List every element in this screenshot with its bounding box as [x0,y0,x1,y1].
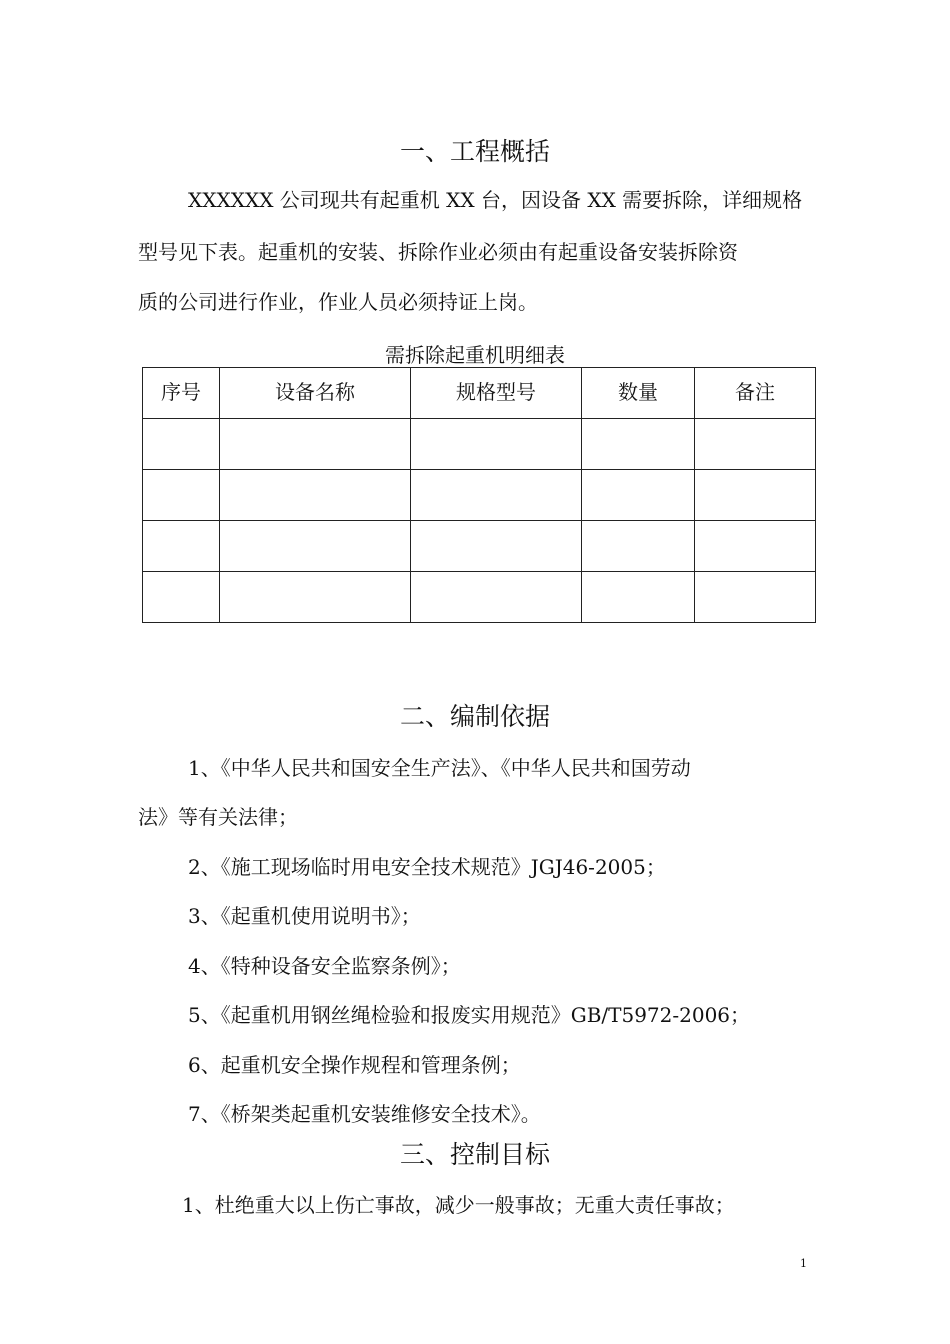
basis-item-7: 7、《桥架类起重机安装维修安全技术》。 [188,1102,541,1126]
table-cell [411,521,582,572]
table-cell [220,419,411,470]
table-cell [695,521,816,572]
table-cell [143,419,220,470]
table-cell [695,470,816,521]
table-row [143,470,816,521]
table-cell [411,572,582,623]
table-cell [411,470,582,521]
table-cell [582,521,695,572]
section1-paragraph-line-1: XXXXXX 公司现共有起重机 XX 台，因设备 XX 需要拆除，详细规格 [188,188,803,212]
header-serial-number: 序号 [143,368,220,419]
table-cell [582,572,695,623]
header-specification-model: 规格型号 [411,368,582,419]
basis-item-1-continued: 法》等有关法律； [138,805,298,829]
section1-paragraph-line-2: 型号见下表。起重机的安装、拆除作业必须由有起重设备安装拆除资 [138,240,738,264]
basis-item-1: 1、《中华人民共和国安全生产法》、《中华人民共和国劳动 [188,756,691,780]
table-cell [582,419,695,470]
section1-paragraph-line-3: 质的公司进行作业，作业人员必须持证上岗。 [138,290,538,314]
table-cell [220,470,411,521]
basis-item-6: 6、起重机安全操作规程和管理条例； [188,1053,521,1077]
table-cell [143,470,220,521]
table-cell [220,521,411,572]
table-row [143,572,816,623]
table-cell [695,419,816,470]
crane-detail-table [142,367,816,623]
basis-item-2: 2、《施工现场临时用电安全技术规范》JGJ46-2005； [188,855,666,879]
table-cell [411,419,582,470]
section1-heading: 一、工程概括 [399,137,550,166]
table-cell [143,572,220,623]
section2-heading: 二、编制依据 [399,702,550,731]
table-caption: 需拆除起重机明细表 [385,343,565,367]
basis-item-4: 4、《特种设备安全监察条例》； [188,954,461,978]
table-cell [695,572,816,623]
table-header-row [143,368,816,419]
table-row [143,521,816,572]
header-equipment-name: 设备名称 [220,368,411,419]
table-cell [582,470,695,521]
table-cell [220,572,411,623]
header-remarks: 备注 [695,368,816,419]
section3-heading: 三、控制目标 [399,1140,550,1169]
basis-item-3: 3、《起重机使用说明书》； [188,904,421,928]
target-item-1: 1、杜绝重大以上伤亡事故，减少一般事故；无重大责任事故； [182,1193,735,1217]
table-row [143,419,816,470]
basis-item-5: 5、《起重机用钢丝绳检验和报废实用规范》GB/T5972-2006； [188,1003,751,1027]
page-number: 1 [800,1257,807,1270]
table-cell [143,521,220,572]
header-quantity: 数量 [582,368,695,419]
